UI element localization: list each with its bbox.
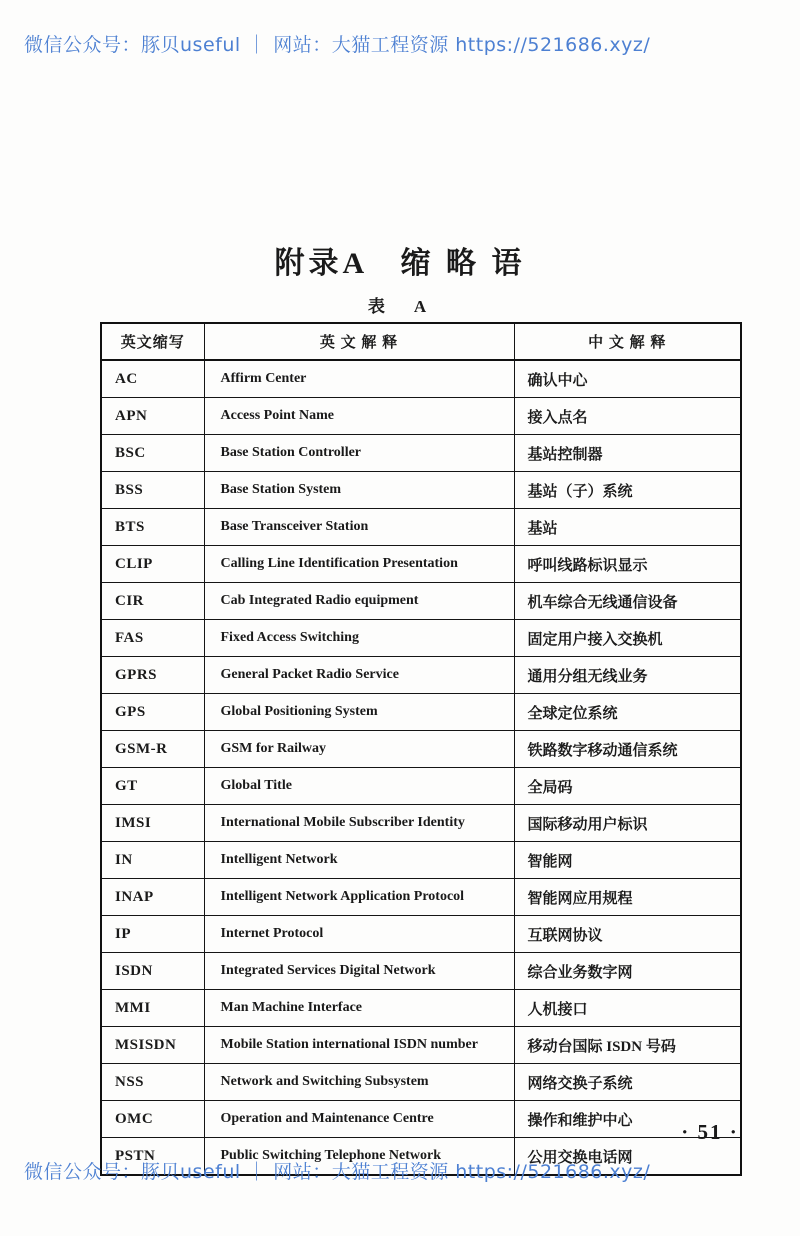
english-explanation-cell: Intelligent Network [204,842,514,879]
abbreviation-cell: MMI [101,990,204,1027]
english-explanation-cell: Integrated Services Digital Network [204,953,514,990]
chinese-explanation-cell: 基站 [514,509,741,546]
chinese-explanation-cell: 智能网 [514,842,741,879]
table-row [101,1101,741,1138]
header-chinese-explanation: 中 文 解 释 [514,323,741,360]
english-explanation-cell: Base Station Controller [204,435,514,472]
chinese-explanation-cell: 全球定位系统 [514,694,741,731]
abbreviation-cell: IN [101,842,204,879]
table-row [101,472,741,509]
english-explanation-cell: Calling Line Identification Presentation [204,546,514,583]
abbreviation-cell: MSISDN [101,1027,204,1064]
table-row [101,694,741,731]
abbreviation-cell: IP [101,916,204,953]
table-row [101,916,741,953]
watermark-top: 微信公众号：豚贝useful ｜ 网站：大猫工程资源 https://521686.xyz/ [24,34,651,56]
table-row [101,1027,741,1064]
abbreviation-cell: BTS [101,509,204,546]
page-number: · 51 · [681,1120,739,1144]
chinese-explanation-cell: 基站（子）系统 [514,472,741,509]
english-explanation-cell: Cab Integrated Radio equipment [204,583,514,620]
abbreviation-cell: ISDN [101,953,204,990]
table-row [101,842,741,879]
table-row [101,879,741,916]
chinese-explanation-cell: 机车综合无线通信设备 [514,583,741,620]
chinese-explanation-cell: 全局码 [514,768,741,805]
table-row [101,805,741,842]
english-explanation-cell: Access Point Name [204,398,514,435]
english-explanation-cell: Mobile Station international ISDN number [204,1027,514,1064]
table-row [101,360,741,398]
abbreviation-cell: GSM-R [101,731,204,768]
table-caption: 表 A [367,297,433,316]
english-explanation-cell: GSM for Railway [204,731,514,768]
abbreviation-cell: BSC [101,435,204,472]
header-english-abbreviation: 英文缩写 [101,323,204,360]
table-row [101,768,741,805]
table-row [101,953,741,990]
table-row [101,435,741,472]
abbreviation-cell: IMSI [101,805,204,842]
table-header-row [101,323,741,360]
abbreviation-cell: GPS [101,694,204,731]
table-row [101,398,741,435]
abbreviation-cell: FAS [101,620,204,657]
table-row [101,1064,741,1101]
table-row [101,620,741,657]
table-row [101,731,741,768]
table-row [101,546,741,583]
table-row [101,509,741,546]
abbreviation-cell: AC [101,360,204,398]
english-explanation-cell: Operation and Maintenance Centre [204,1101,514,1138]
table-row [101,990,741,1027]
table-row [101,657,741,694]
abbreviation-cell: BSS [101,472,204,509]
english-explanation-cell: International Mobile Subscriber Identity [204,805,514,842]
chinese-explanation-cell: 固定用户接入交换机 [514,620,741,657]
chinese-explanation-cell: 人机接口 [514,990,741,1027]
english-explanation-cell: Base Station System [204,472,514,509]
english-explanation-cell: Global Positioning System [204,694,514,731]
header-english-explanation: 英 文 解 释 [204,323,514,360]
english-explanation-cell: Fixed Access Switching [204,620,514,657]
abbreviation-cell: NSS [101,1064,204,1101]
abbreviation-cell: OMC [101,1101,204,1138]
chinese-explanation-cell: 公用交换电话网 [514,1138,741,1176]
abbreviation-cell: APN [101,398,204,435]
chinese-explanation-cell: 基站控制器 [514,435,741,472]
abbreviation-cell: GPRS [101,657,204,694]
abbreviation-cell: INAP [101,879,204,916]
english-explanation-cell: Global Title [204,768,514,805]
abbreviation-cell: CIR [101,583,204,620]
chinese-explanation-cell: 网络交换子系统 [514,1064,741,1101]
chinese-explanation-cell: 接入点名 [514,398,741,435]
abbreviation-cell: GT [101,768,204,805]
english-explanation-cell: Affirm Center [204,360,514,398]
chinese-explanation-cell: 确认中心 [514,360,741,398]
chinese-explanation-cell: 通用分组无线业务 [514,657,741,694]
chinese-explanation-cell: 操作和维护中心 [514,1101,741,1138]
english-explanation-cell: General Packet Radio Service [204,657,514,694]
chinese-explanation-cell: 呼叫线路标识显示 [514,546,741,583]
english-explanation-cell: Network and Switching Subsystem [204,1064,514,1101]
chinese-explanation-cell: 综合业务数字网 [514,953,741,990]
abbreviation-table [100,322,742,1176]
abbreviation-cell: CLIP [101,546,204,583]
chinese-explanation-cell: 移动台国际 ISDN 号码 [514,1027,741,1064]
english-explanation-cell: Public Switching Telephone Network [204,1138,514,1176]
table-row [101,583,741,620]
english-explanation-cell: Intelligent Network Application Protocol [204,879,514,916]
chinese-explanation-cell: 国际移动用户标识 [514,805,741,842]
chinese-explanation-cell: 铁路数字移动通信系统 [514,731,741,768]
appendix-title: 附录A 缩 略 语 [274,247,526,280]
chinese-explanation-cell: 互联网协议 [514,916,741,953]
chinese-explanation-cell: 智能网应用规程 [514,879,741,916]
english-explanation-cell: Internet Protocol [204,916,514,953]
watermark-bottom: 微信公众号：豚贝useful ｜ 网站：大猫工程资源 https://521686.xyz/ [24,1161,651,1183]
abbreviation-cell: PSTN [101,1138,204,1176]
english-explanation-cell: Base Transceiver Station [204,509,514,546]
english-explanation-cell: Man Machine Interface [204,990,514,1027]
